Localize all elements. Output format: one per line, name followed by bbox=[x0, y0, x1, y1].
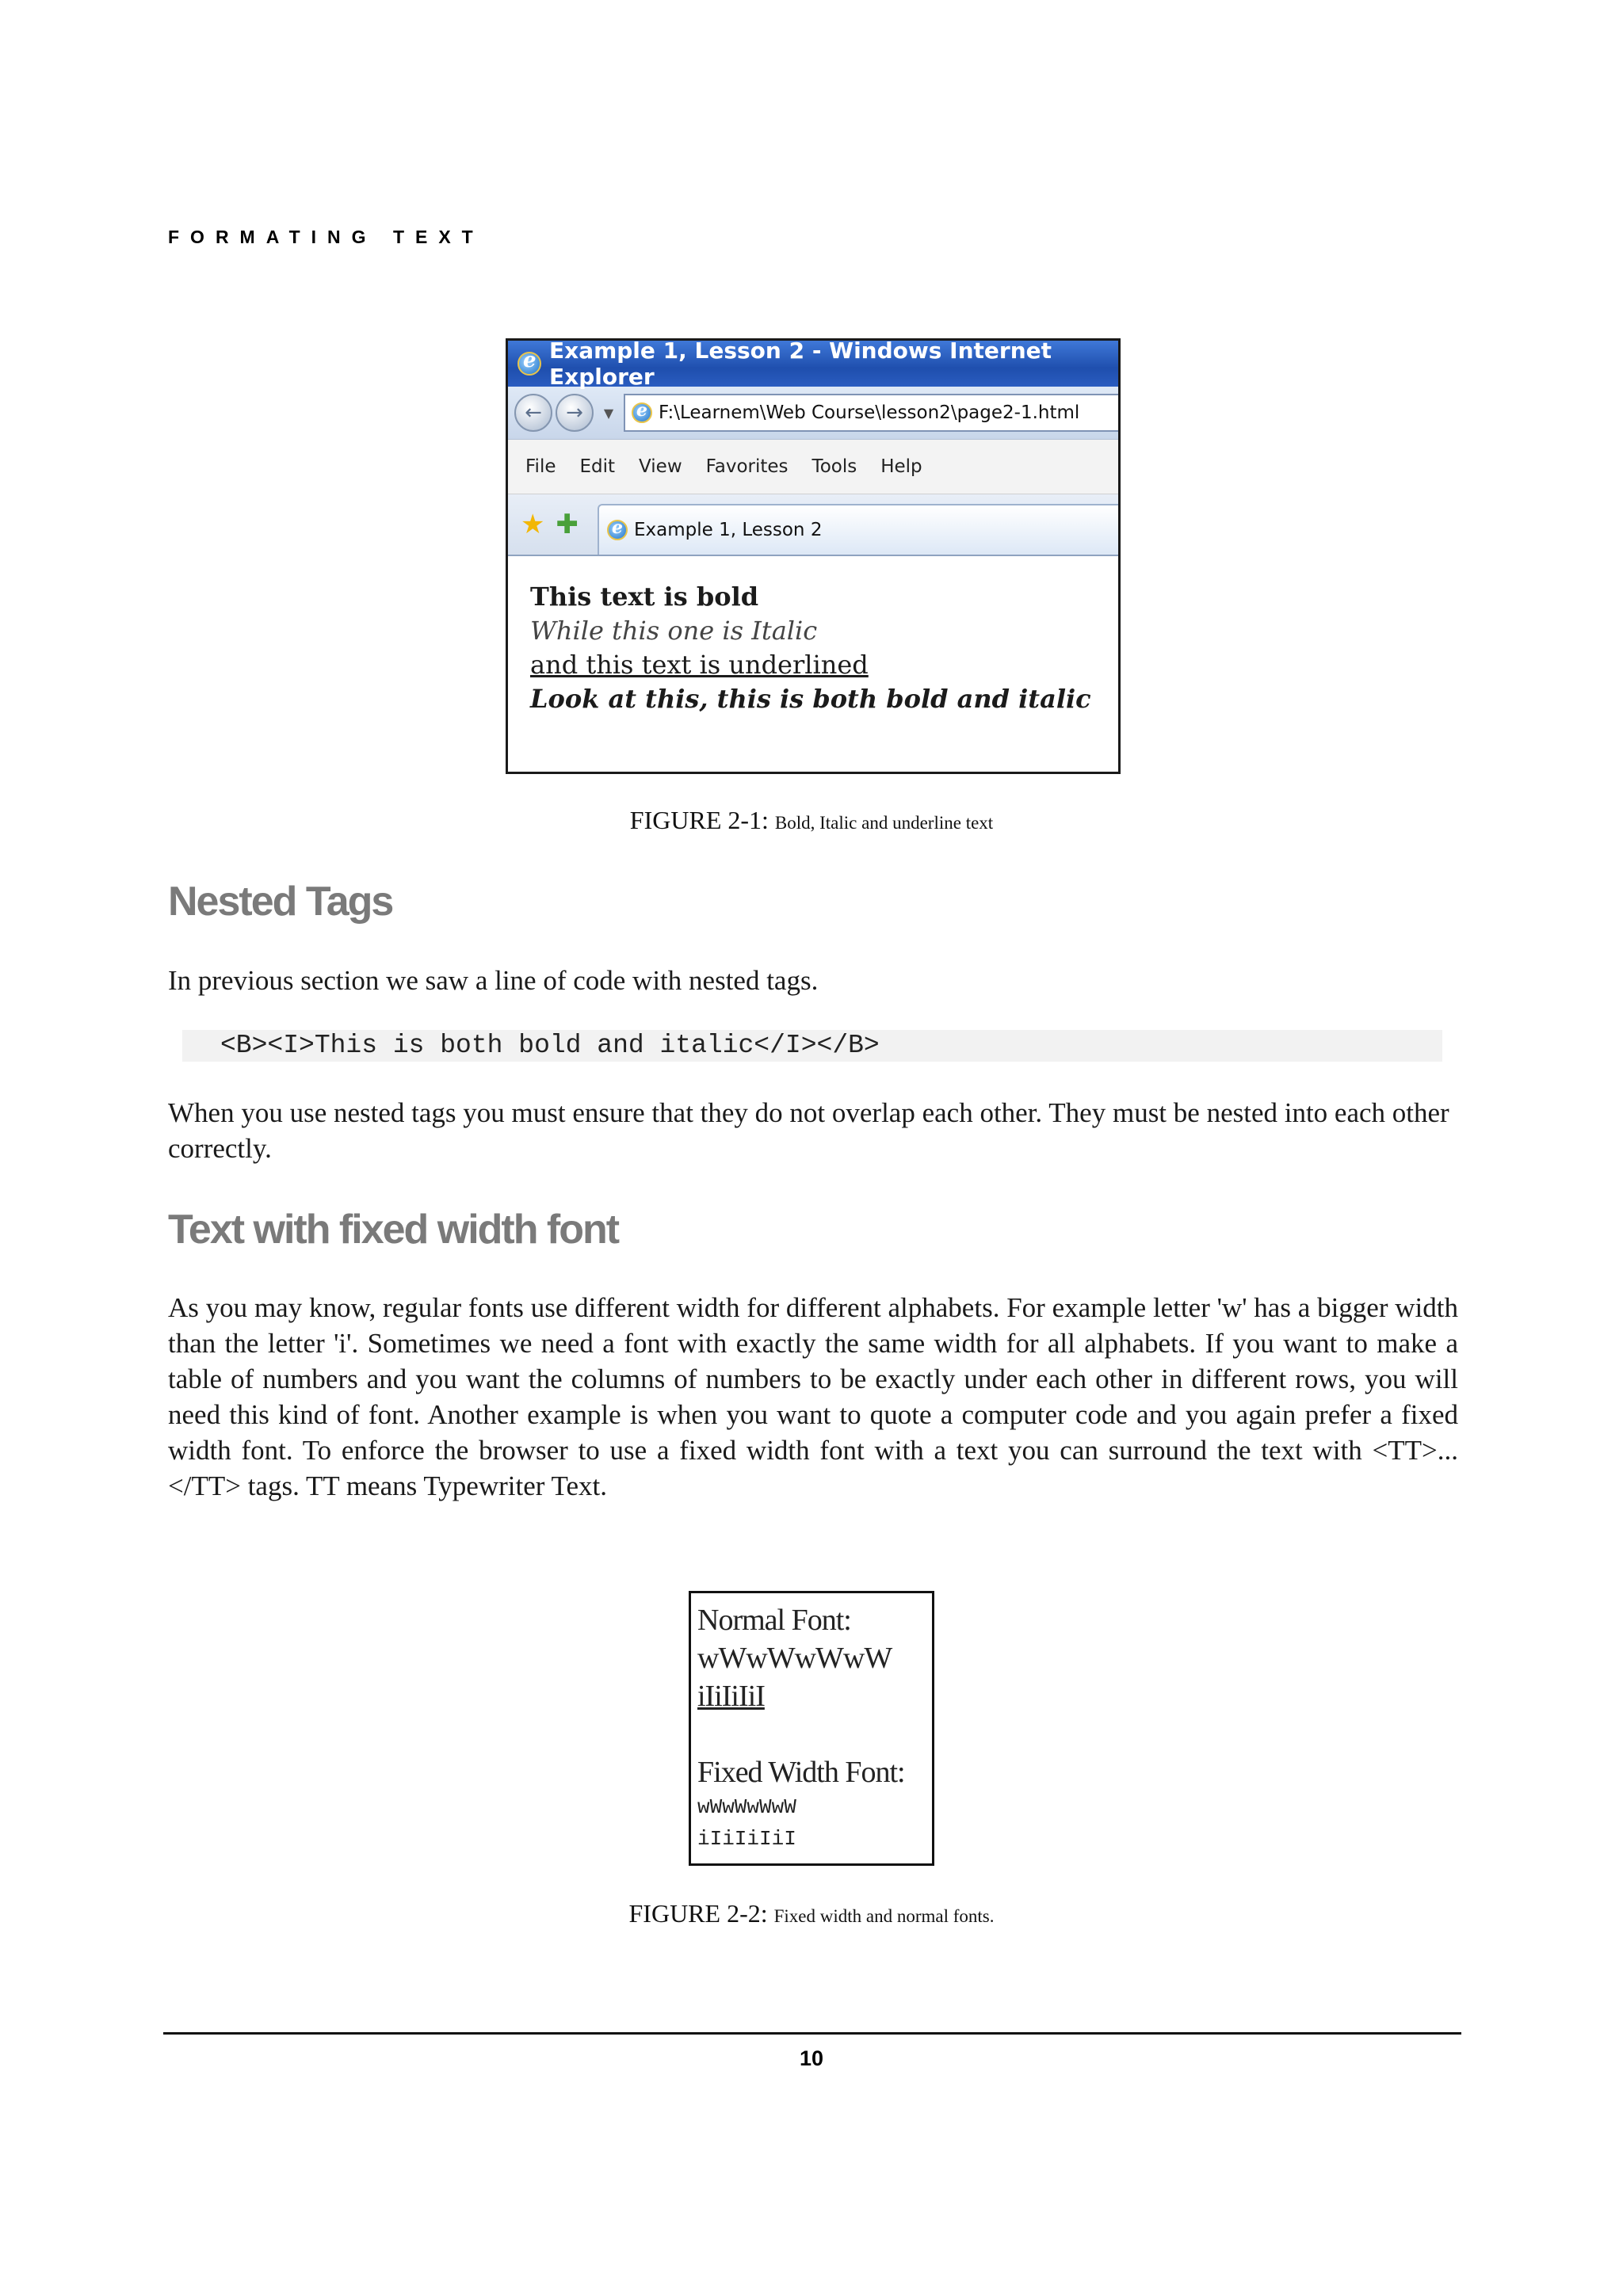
page-number: 10 bbox=[799, 2046, 824, 2070]
tab-title: Example 1, Lesson 2 bbox=[633, 520, 823, 540]
font-comparison-figure bbox=[689, 1591, 934, 1866]
caption-text: Fixed width and normal fonts. bbox=[773, 1906, 995, 1926]
menu-view[interactable]: View bbox=[639, 456, 682, 477]
bold-italic-line: Look at this, this is both bold and italic bbox=[530, 684, 1091, 714]
fixed-width-paragraph: As you may know, regular fonts use different width for different alphabets. For example letter 'w' has a bigger width than the letter 'i'. Sometimes we need a font with exactly the same width for all alphabets. If you want to make a table of numbers and you want the columns of numbers to be exactly under each other in different rows, you will need this kind of font. Another example is when you want to quote a computer code and you again prefer a fixed width font. To enforce the browser to use a fixed width font with a text you can surround the text with <TT>...</TT> tags. TT means Typewriter Text. bbox=[168, 1292, 1458, 1501]
tab-bar bbox=[508, 494, 1118, 556]
caption-label: FIGURE 2-2: bbox=[628, 1899, 768, 1928]
bold-line: This text is bold bbox=[530, 582, 759, 612]
figure-caption-2 bbox=[0, 1899, 1623, 1928]
address-bar[interactable] bbox=[624, 394, 1118, 432]
normal-font-label: Normal Font: bbox=[697, 1604, 851, 1637]
normal-font-w-sample: wWwWwWwW bbox=[697, 1642, 892, 1675]
menu-favorites[interactable]: Favorites bbox=[705, 456, 789, 477]
fixed-font-w-sample: wWwWwWwW bbox=[697, 1795, 796, 1819]
nested-body-paragraph: When you use nested tags you must ensure that they do not overlap each other. They must be nested into each other correctly. bbox=[168, 1097, 1449, 1164]
underlined-line: and this text is underlined bbox=[530, 650, 869, 680]
fixed-font-i-sample: iIiIiIiI bbox=[697, 1827, 796, 1851]
menu-help[interactable]: Help bbox=[880, 456, 922, 477]
normal-font-i-sample: iIiIiIiI bbox=[697, 1680, 765, 1713]
page-icon bbox=[632, 402, 652, 423]
fixed-font-label: Fixed Width Font: bbox=[697, 1756, 905, 1789]
menu-bar bbox=[508, 440, 1118, 494]
footer-rule bbox=[163, 2032, 1461, 2035]
history-dropdown-icon[interactable]: ▼ bbox=[603, 405, 614, 421]
caption-text: Bold, Italic and underline text bbox=[774, 813, 994, 833]
running-head: FORMATING TEXT bbox=[168, 227, 484, 247]
window-title: Example 1, Lesson 2 - Windows Internet Explorer bbox=[549, 338, 1052, 390]
favorites-star-icon[interactable]: ★ bbox=[521, 509, 545, 540]
tab-page-icon bbox=[607, 520, 628, 540]
navigation-bar bbox=[508, 387, 1118, 440]
menu-tools[interactable]: Tools bbox=[812, 456, 857, 477]
menu-edit[interactable]: Edit bbox=[579, 456, 616, 477]
ie-logo-icon bbox=[517, 352, 541, 376]
heading-nested-tags: Nested Tags bbox=[168, 879, 393, 925]
heading-fixed-width: Text with fixed width font bbox=[168, 1207, 619, 1253]
figure-caption-1 bbox=[0, 806, 1623, 835]
title-bar bbox=[508, 338, 1118, 390]
back-button[interactable]: ← bbox=[514, 394, 552, 432]
browser-screenshot bbox=[506, 338, 1121, 774]
address-text: F:\Learnem\Web Course\lesson2\page2-1.html bbox=[659, 402, 1080, 423]
add-favorite-icon[interactable]: ✚ bbox=[556, 509, 579, 540]
nested-intro-paragraph: In previous section we saw a line of code with nested tags. bbox=[168, 965, 819, 996]
tab-example-1[interactable] bbox=[598, 504, 1118, 555]
caption-label: FIGURE 2-1: bbox=[629, 806, 769, 834]
code-sample: <B><I>This is both bold and italic</I></B> bbox=[182, 1030, 1442, 1062]
page-content bbox=[508, 556, 1118, 716]
menu-file[interactable]: File bbox=[525, 456, 556, 477]
forward-button[interactable]: → bbox=[556, 394, 594, 432]
italic-line: While this one is Italic bbox=[530, 616, 818, 646]
